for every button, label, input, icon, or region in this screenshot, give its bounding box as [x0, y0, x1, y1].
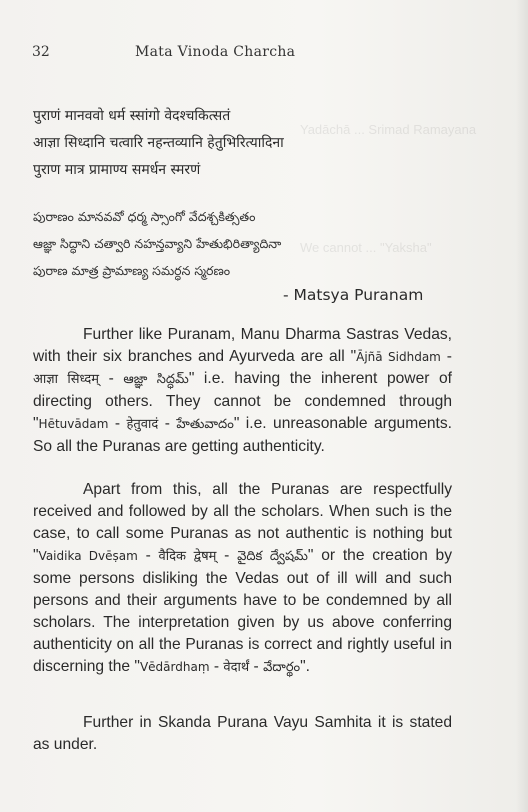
transliteration: Hētuvādam [38, 417, 109, 431]
paragraph [33, 712, 452, 756]
page-number: 32 [32, 44, 50, 60]
separator: - [137, 547, 159, 564]
separator: - [216, 547, 238, 564]
transliteration: Vaidika Dvēṣam [38, 549, 138, 563]
telugu-term: వేదార్థం [263, 660, 301, 675]
telugu-term: హేతువాదం [176, 417, 234, 432]
paragraph-text: Apart from this, all the Puranas are respectfully received and followed by all the scholars. When such is the case, to call some Puranas as not authentic is nothing but " [33, 481, 452, 564]
verse-devanagari-line: पुराणं मानववो धर्म स्सांगो वेदश्चकित्सतं [33, 108, 231, 124]
telugu-term: వైదిక ద్వేషమ్ [237, 549, 308, 564]
verse-telugu-line: పురాణ మాత్ర ప్రామాణ్య సమర్ధన స్మరణం [33, 263, 231, 278]
paragraph-text: " i.e. unreasonable arguments. So all the Puranas are getting authenticity. [33, 415, 453, 455]
separator: - [158, 415, 177, 432]
transliteration: Vēdārdhaṃ [139, 660, 210, 674]
verse-devanagari-line: आज्ञा सिध्दानि चत्वारि नहन्तव्यानि हेतुभिरित्यादिना [33, 135, 284, 151]
page-edge-shadow [516, 0, 528, 812]
devanagari-term: वेदार्थं [223, 660, 250, 675]
paragraph-text: ". [300, 658, 311, 675]
paragraph-text: " or the creation by some persons disliking the Vedas out of ill will and such persons and their arguments have to be condemned by all scholars. The interpretation given by us above conferring authenticity on all the Puranas is correct and rightly useful in discerning the " [33, 547, 452, 675]
separator: - [249, 658, 264, 675]
running-title: Mata Vinoda Charcha [135, 44, 296, 60]
transliteration: Ājñā Sidhdam [356, 350, 441, 364]
paragraph-text: Further like Puranam, Manu Dharma Sastras Vedas, with their six branches and Ayurveda are all " [33, 326, 452, 365]
separator: - [209, 658, 224, 675]
telugu-term: ఆజ్ఞా సిద్ధమ్ [123, 372, 189, 387]
paragraph-text: " i.e. having the inherent power of directing others. They cannot be condemned through " [33, 370, 452, 432]
devanagari-term: हेतुवादं [126, 417, 159, 432]
verse-attribution: - Matsya Puranam [283, 286, 424, 304]
show-through-text: Yadāchā ... Srimad Ramayana [300, 122, 477, 137]
separator: - [440, 348, 452, 365]
paragraph-text: Further in Skanda Purana Vayu Samhita it is stated as under. [33, 714, 452, 753]
show-through-text: We cannot ... "Yaksha" [300, 240, 432, 255]
devanagari-term: वैदिक द्वेषम् [158, 549, 217, 564]
devanagari-term: आज्ञा सिध्दम् [33, 372, 100, 387]
verse-telugu-line: ఆజ్ఞా సిద్ధాని చత్వారి నహన్తవ్యాని హేతుభిరిత్యాదినా [33, 236, 282, 251]
paragraph [33, 479, 452, 679]
verse-telugu-line: పురాణం మానవవో ధర్మ స్సాంగో వేదశ్చకిత్సతం [33, 209, 256, 224]
paragraph [33, 324, 452, 458]
separator: - [108, 415, 127, 432]
verse-devanagari-line: पुराण मात्र प्रामाण्य समर्धन स्मरणं [33, 162, 201, 178]
separator: - [99, 370, 124, 387]
